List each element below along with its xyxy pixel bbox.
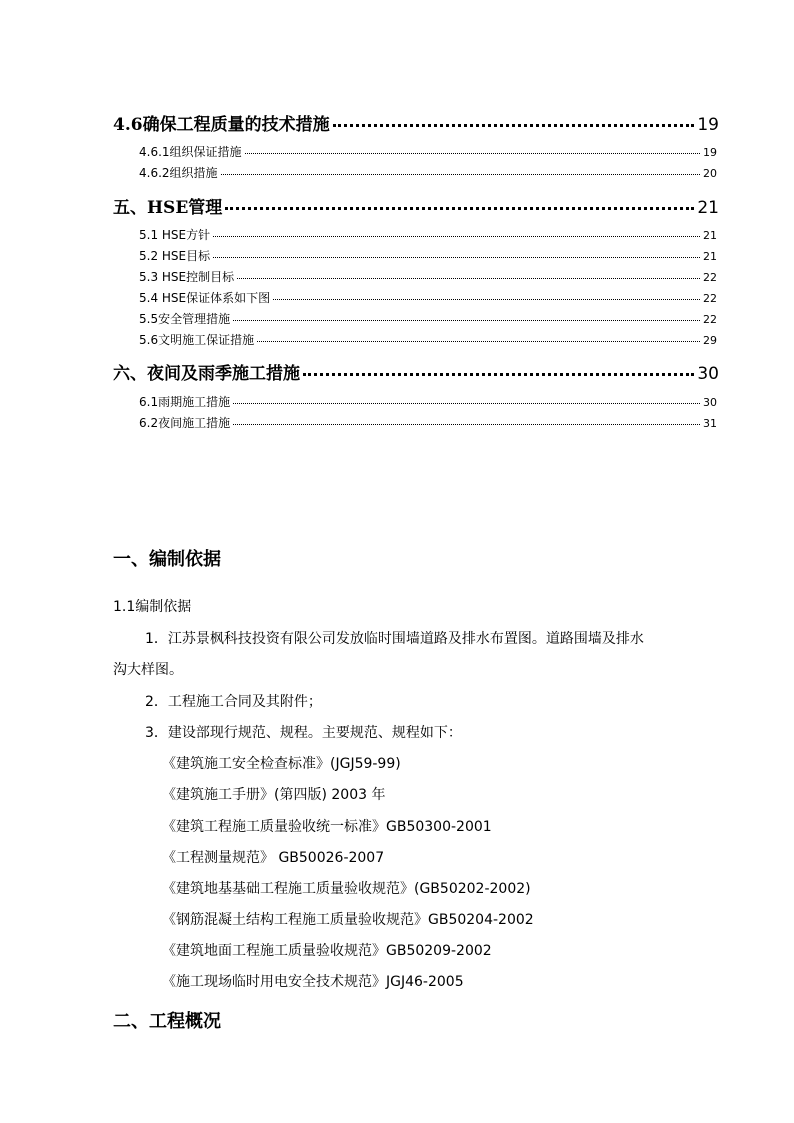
toc-leader-dots <box>233 424 700 425</box>
toc-entry-title: 五、HSE管理 <box>113 198 223 218</box>
toc-entry[interactable] <box>139 331 717 347</box>
toc-entry-page: 30 <box>703 396 717 409</box>
toc-entry-page: 19 <box>697 115 719 135</box>
toc-entry[interactable] <box>139 289 717 305</box>
toc-entry-page: 22 <box>703 313 717 326</box>
reference-item: 《建筑工程施工质量验收统一标准》GB50300-2001 <box>162 819 492 835</box>
section-heading: 二、工程概况 <box>113 1011 221 1032</box>
toc-entry[interactable] <box>139 247 717 263</box>
toc-entry-page: 21 <box>703 250 717 263</box>
toc-leader-dots <box>221 174 700 175</box>
toc-leader-dots <box>257 341 700 342</box>
toc-entry-page: 22 <box>703 271 717 284</box>
section-heading: 一、编制依据 <box>113 549 221 570</box>
paragraph-line: 沟大样图。 <box>113 662 183 678</box>
toc-leader-dots <box>237 278 700 279</box>
toc-leader-dots <box>213 236 700 237</box>
paragraph-line: 2．工程施工合同及其附件； <box>145 694 322 710</box>
toc-entry-page: 21 <box>703 229 717 242</box>
toc-leader-dots <box>333 124 695 127</box>
reference-item: 《钢筋混凝土结构工程施工质量验收规范》GB50204-2002 <box>162 912 534 928</box>
toc-leader-dots <box>303 373 694 376</box>
toc-leader-dots <box>225 207 694 210</box>
toc-entry[interactable] <box>139 310 717 326</box>
toc-entry-title: 5.4 HSE保证体系如下图 <box>139 291 271 305</box>
toc-leader-dots <box>273 299 700 300</box>
toc-entry[interactable] <box>113 359 719 383</box>
toc-entry-page: 29 <box>703 334 717 347</box>
reference-item: 《建筑地面工程施工质量验收规范》GB50209-2002 <box>162 943 492 959</box>
toc-entry-page: 20 <box>703 167 717 180</box>
toc-entry-title: 4.6.2组织措施 <box>139 166 218 180</box>
paragraph-line: 1．江苏景枫科技投资有限公司发放临时围墙道路及排水布置图。道路围墙及排水 <box>145 631 644 647</box>
toc-entry-title: 5.3 HSE控制目标 <box>139 270 235 284</box>
reference-item: 《工程测量规范》 GB50026-2007 <box>162 850 385 866</box>
toc-entry[interactable] <box>139 268 717 284</box>
toc-entry[interactable] <box>139 226 717 242</box>
toc-entry[interactable] <box>113 110 719 134</box>
toc-entry-title: 六、夜间及雨季施工措施 <box>113 364 300 384</box>
toc-entry-page: 19 <box>703 146 717 159</box>
toc-entry-title: 6.1雨期施工措施 <box>139 395 231 409</box>
toc-leader-dots <box>245 153 700 154</box>
toc-entry[interactable] <box>139 414 717 430</box>
reference-item: 《建筑施工安全检查标准》(JGJ59-99) <box>162 756 401 772</box>
toc-entry-page: 31 <box>703 417 717 430</box>
toc-entry-title: 5.5安全管理措施 <box>139 312 231 326</box>
paragraph-line: 3．建设部现行规范、规程。主要规范、规程如下： <box>145 725 462 741</box>
toc-entry-title: 4.6确保工程质量的技术措施 <box>113 115 330 135</box>
toc-leader-dots <box>213 257 700 258</box>
toc-entry-title: 6.2夜间施工措施 <box>139 416 231 430</box>
reference-item: 《建筑地基基础工程施工质量验收规范》(GB50202-2002) <box>162 881 531 897</box>
toc-entry-page: 21 <box>697 198 719 218</box>
toc-entry[interactable] <box>139 164 717 180</box>
toc-entry-page: 22 <box>703 292 717 305</box>
toc-entry-title: 5.6文明施工保证措施 <box>139 333 255 347</box>
subsection-heading: 1.1编制依据 <box>113 599 192 615</box>
toc-entry[interactable] <box>139 143 717 159</box>
toc-leader-dots <box>233 403 700 404</box>
toc-leader-dots <box>233 320 700 321</box>
toc-entry-page: 30 <box>697 364 719 384</box>
toc-entry-title: 5.2 HSE目标 <box>139 249 211 263</box>
reference-item: 《施工现场临时用电安全技术规范》JGJ46-2005 <box>162 974 464 990</box>
toc-entry[interactable] <box>113 193 719 217</box>
reference-item: 《建筑施工手册》(第四版) 2003 年 <box>162 787 386 803</box>
toc-entry[interactable] <box>139 393 717 409</box>
toc-entry-title: 5.1 HSE方针 <box>139 228 211 242</box>
toc-entry-title: 4.6.1组织保证措施 <box>139 145 242 159</box>
